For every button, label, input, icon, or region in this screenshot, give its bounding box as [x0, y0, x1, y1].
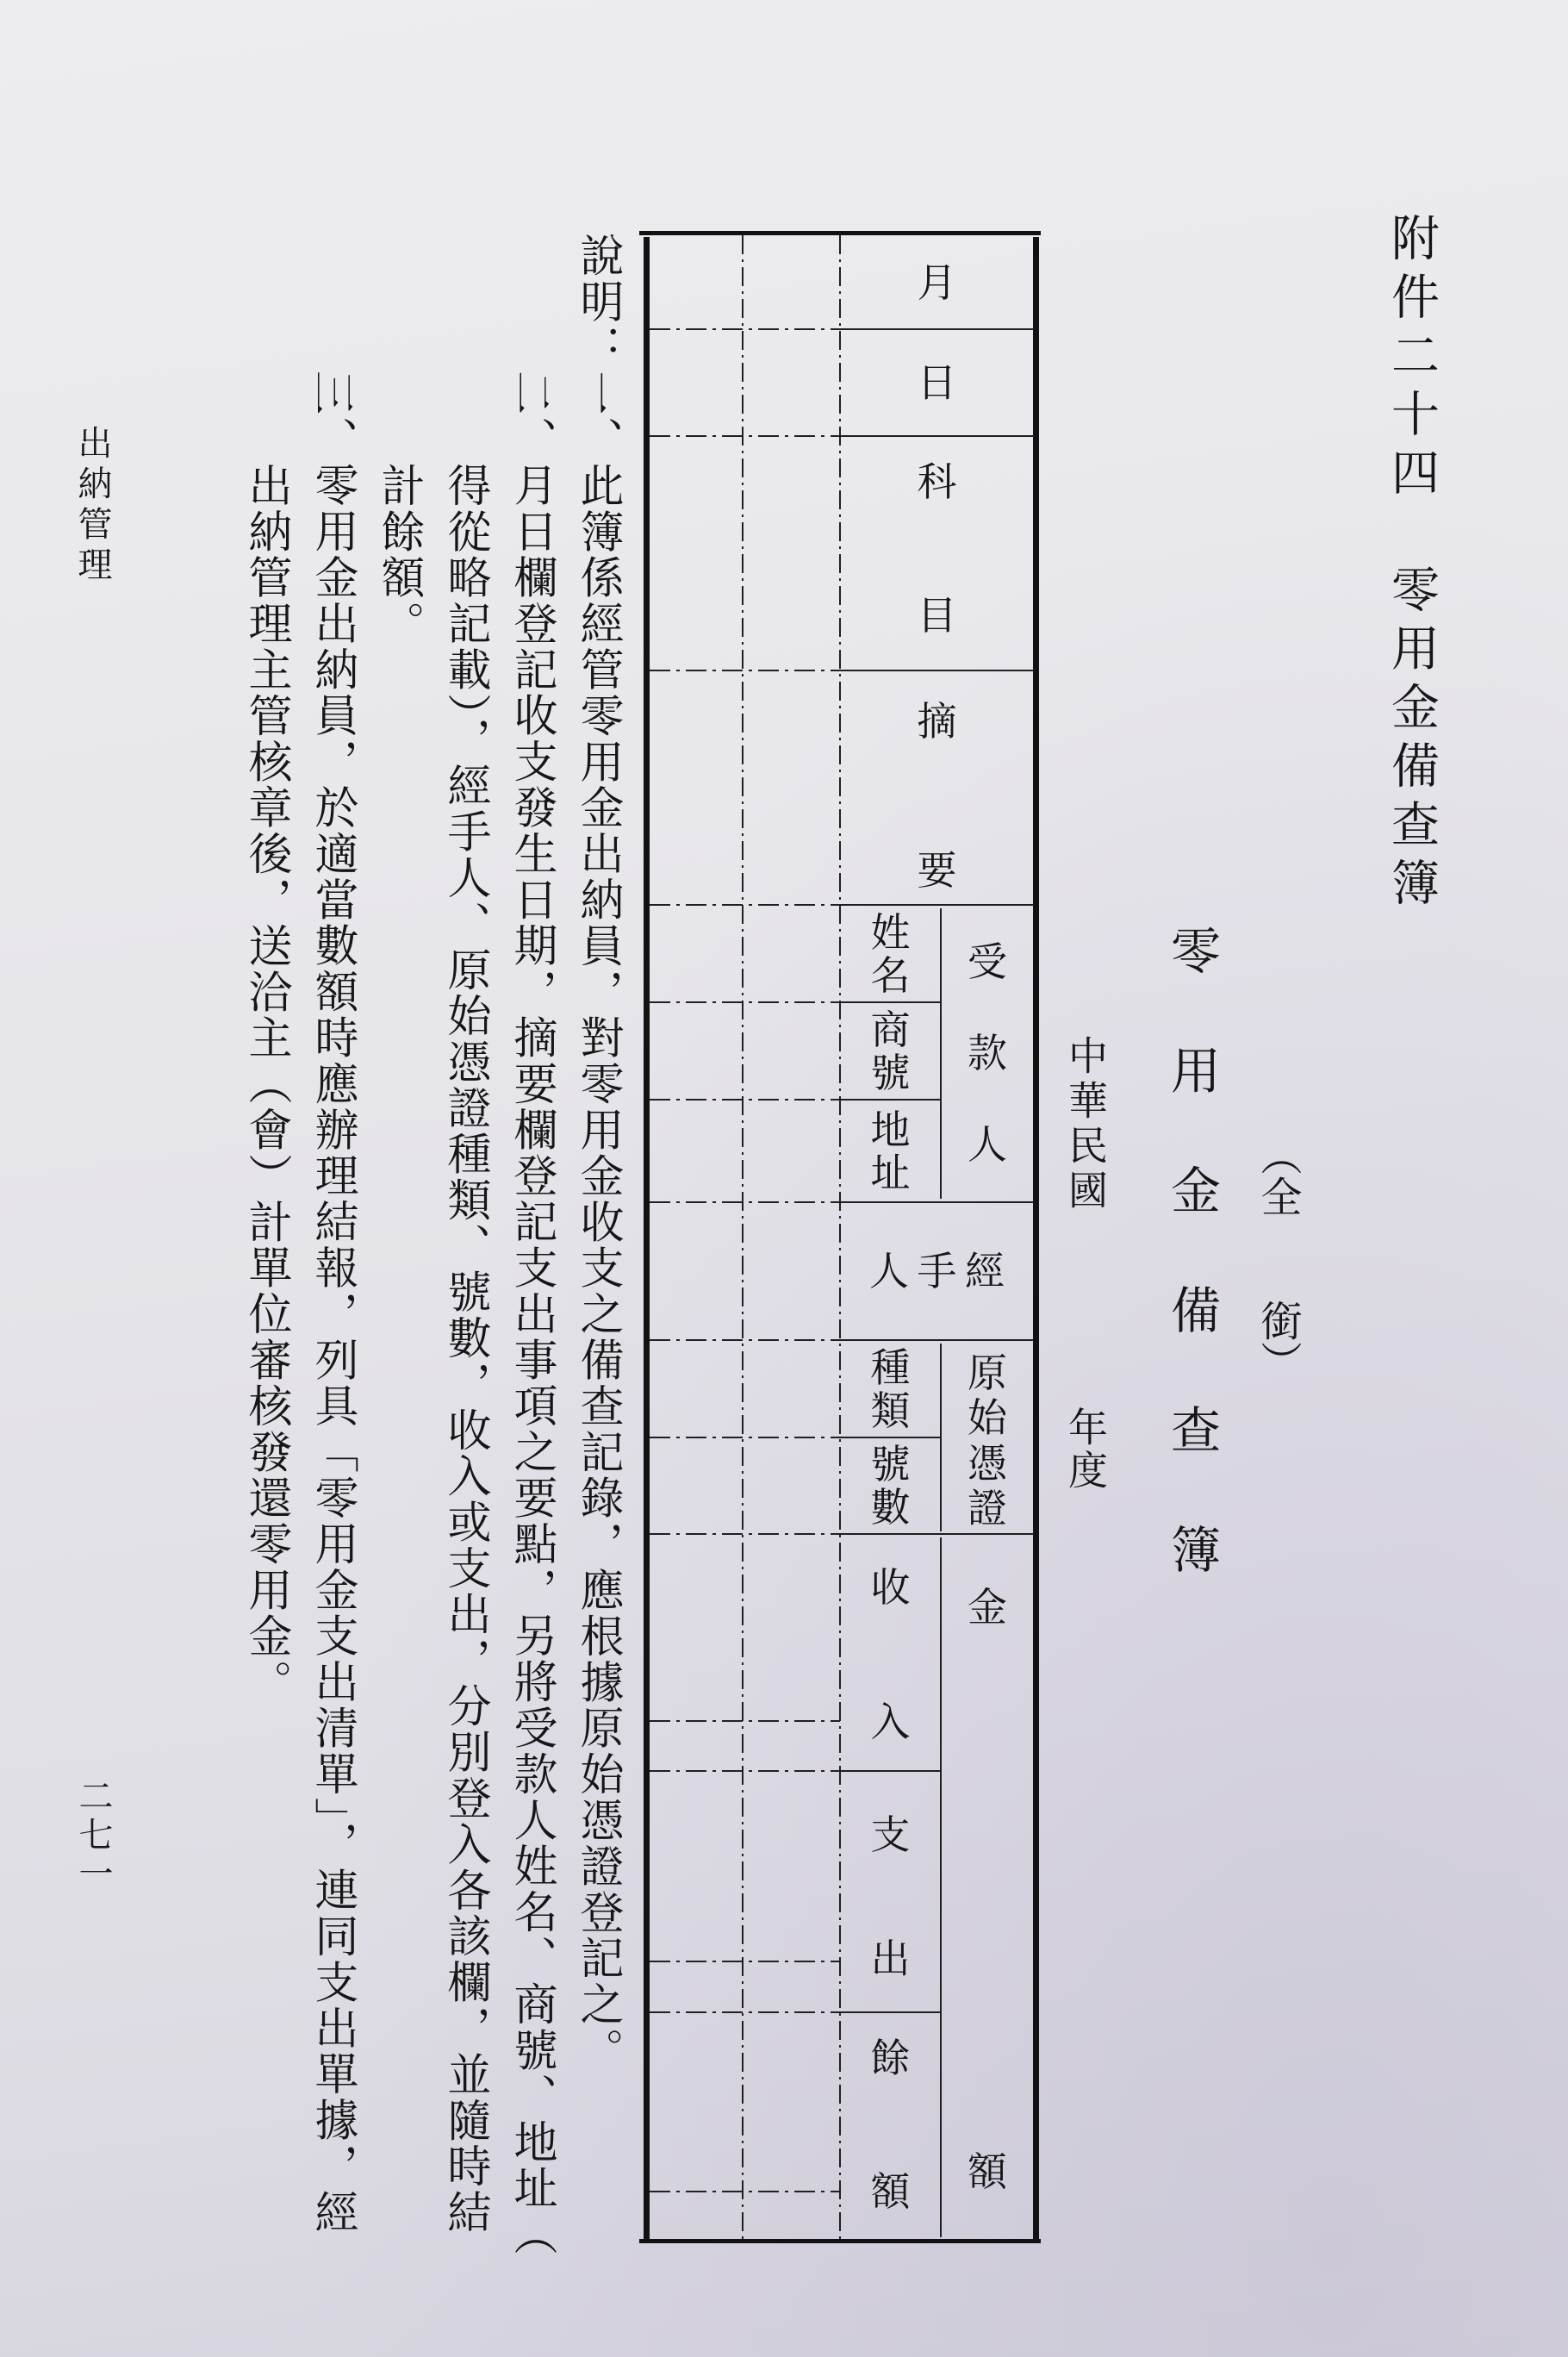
note-text: 計餘額。 [373, 463, 424, 647]
note-text: 月日欄登記收支發生日期，摘要欄登記支出事項之要點，另將受款人姓名、商號、地址（ [506, 462, 557, 2258]
header-char: 日 [917, 359, 957, 406]
entry-1-payee-shop [744, 1002, 839, 1100]
note-number: 三 [307, 371, 358, 417]
entry-1-subject [744, 436, 839, 670]
header-char: 人 [968, 1121, 1007, 1168]
entry-2-subject [650, 436, 743, 670]
entry-1-day [744, 329, 839, 436]
attachment-title [1381, 213, 1441, 916]
entry-2-payee-name [650, 905, 743, 1002]
header-char: 類 [870, 1387, 911, 1434]
entry-2-balance [650, 2012, 743, 2241]
header-char: 種 [870, 1344, 911, 1391]
header-char: 餘 [870, 2035, 911, 2081]
entry-2-expense [650, 1771, 743, 2012]
entry-2-income [650, 1534, 743, 1771]
header-char: 額 [968, 2148, 1007, 2195]
note-number: 二 [506, 371, 557, 417]
header-char: 科 [917, 458, 957, 505]
entry-1-expense [744, 1771, 839, 2012]
header-char: 受 [968, 938, 1007, 985]
header-char: 支 [870, 1811, 911, 1858]
header-char: 月 [917, 259, 957, 306]
page-number: 二七一 [73, 1778, 113, 1894]
header-char: 姓 [870, 908, 911, 956]
header-char: 地 [870, 1106, 911, 1153]
notes-line-3 [432, 463, 498, 2235]
entry-1-income [744, 1534, 839, 1771]
entry-2-payee-shop [650, 1002, 743, 1100]
note-separator: 、 [506, 416, 557, 463]
note-separator: 、 [307, 416, 358, 463]
header-char: 款 [968, 1030, 1007, 1076]
notes-line-6 [233, 463, 299, 1705]
entry-1-handler [744, 1202, 839, 1340]
header-amount-income [840, 1534, 941, 1771]
header-payee-group [941, 905, 1034, 1202]
note-text: 出納管理主管核章後，送洽主（會）計單位審核發還零用金。 [240, 463, 291, 1705]
note-text: 得從略記載），經手人、原始憑證種類、號數，收入或支出，分別登入各該欄，並隨時結 [439, 463, 490, 2236]
header-char: 號 [870, 1049, 911, 1096]
header-voucher-number [840, 1437, 941, 1534]
entry-2-voucher-type [650, 1340, 743, 1437]
header-char: 商 [870, 1006, 911, 1053]
notes-line-4 [365, 463, 432, 647]
header-day [840, 329, 1034, 436]
entry-1-month [744, 235, 839, 329]
header-char: 號 [870, 1441, 911, 1487]
entry-1-summary [744, 670, 839, 905]
header-char: 要 [917, 847, 957, 894]
notes-line-5 [299, 371, 365, 2235]
note-number: 一 [572, 371, 623, 417]
header-char: 數 [870, 1484, 911, 1531]
header-char: 手 [917, 1248, 957, 1294]
header-char: 始 [968, 1394, 1007, 1442]
table-border-right [1033, 237, 1039, 2239]
header-char: 收 [870, 1564, 911, 1611]
section-running-head: 出納管理 [72, 425, 112, 587]
header-summary [840, 670, 1034, 905]
entry-1-voucher-number [744, 1437, 839, 1534]
year-suffix-label: 年度 [1062, 1406, 1109, 1493]
entry-2-summary [650, 670, 743, 905]
header-char: 憑 [968, 1439, 1007, 1487]
entry-1-balance [744, 2012, 839, 2241]
entry-1-voucher-type [744, 1340, 839, 1437]
header-amount-group [941, 1534, 1034, 2241]
notes-heading: 說明： [572, 233, 623, 371]
header-char: 金 [968, 1584, 1007, 1631]
form-title: 零用金備查簿 [1162, 925, 1221, 1643]
header-char: 額 [870, 2168, 911, 2215]
attachment-label: 附件二十四 [1384, 213, 1440, 506]
header-payee-address [840, 1100, 941, 1202]
attachment-name: 零用金備查簿 [1384, 564, 1440, 916]
notes-line-2 [498, 371, 564, 2257]
header-char: 摘 [917, 698, 957, 745]
table-border-left [644, 237, 650, 2239]
note-text: 此簿係經管零用金出納員，對零用金收支之備查記錄，應根據原始憑證登記之。 [572, 463, 623, 2074]
entry-2-month [650, 235, 743, 329]
entry-2-day [650, 329, 743, 436]
header-char: 名 [870, 951, 911, 999]
header-payee-name [840, 905, 941, 1002]
entry-2-handler [650, 1202, 743, 1340]
header-char: 址 [870, 1149, 911, 1196]
ledger-table [639, 229, 1041, 2246]
header-char: 人 [869, 1248, 909, 1294]
note-separator: 、 [572, 416, 623, 464]
header-month [840, 235, 1034, 329]
header-handler [840, 1202, 1034, 1340]
entry-1-payee-name [744, 905, 839, 1002]
header-char: 證 [968, 1484, 1007, 1531]
header-char: 入 [870, 1699, 911, 1745]
header-voucher-group [941, 1340, 1034, 1534]
header-char: 出 [870, 1936, 911, 1982]
era-label: 中華民國 [1062, 1035, 1109, 1214]
entry-2-payee-address [650, 1100, 743, 1202]
entry-2-voucher-number [650, 1437, 743, 1534]
header-amount-expense [840, 1771, 941, 2012]
header-char: 原 [968, 1350, 1007, 1396]
header-payee-shop [840, 1002, 941, 1100]
header-amount-balance [840, 2012, 941, 2241]
notes-line-1 [564, 233, 631, 2073]
header-char: 目 [917, 592, 957, 639]
note-text: 零用金出納員，於適當數額時應辦理結報，列具「零用金支出清單」，連同支出單據，經 [307, 462, 358, 2235]
header-subject [840, 436, 1034, 670]
header-char: 經 [965, 1248, 1005, 1294]
entry-1-payee-address [744, 1100, 839, 1202]
organization-placeholder: （全 銜） [1254, 1134, 1302, 1382]
header-voucher-type [840, 1340, 941, 1437]
